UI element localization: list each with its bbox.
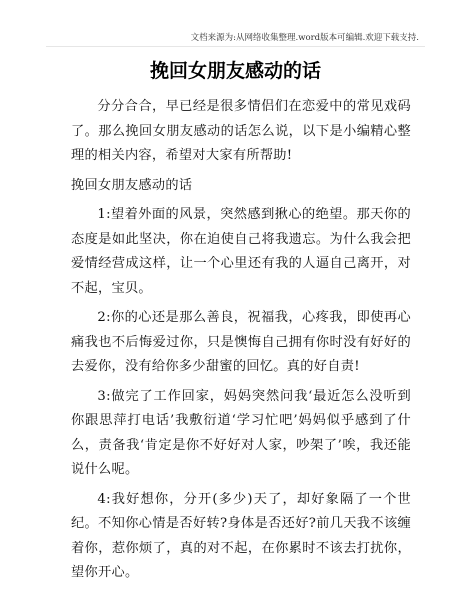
document-title: 挽回女朋友感动的话 [149, 60, 321, 82]
header-divider [46, 46, 425, 47]
intro-paragraph: 分分合合，早已经是很多情侣们在恋爱中的常见戏码了。那么挽回女朋友感动的话怎么说，以下是小编精心整理的相关内容，希望对大家有所帮助! [71, 99, 411, 163]
list-item-4: 4:我好想你，分开(多少)天了，却好象隔了一个世纪。不知你心情是否好转?身体是否还好?前几天我不该缠着你，惹你烦了，真的对不起，在你累时不该去打扰你，望你开心。 [71, 491, 411, 580]
section-heading: 挽回女朋友感动的话 [71, 177, 193, 193]
header-note: 文档来源为:从网络收集整理.word版本可编辑.欢迎下载支持. [190, 33, 419, 43]
list-item-1: 1:望着外面的风景，突然感到揪心的绝望。那天你的态度是如此坚决，你在迫使自己将我遗忘。为什么我会把爱情经营成这样，让一个心里还有我的人逼自己离开，对不起，宝贝。 [71, 207, 411, 296]
list-item-2: 2:你的心还是那么善良，祝福我，心疼我，即使再心痛我也不后悔爱过你，只是懊悔自己拥有你时没有好好的去爱你，没有给你多少甜蜜的回忆。真的好自责! [71, 310, 411, 374]
list-item-3: 3:做完了工作回家，妈妈突然问我‘最近怎么没听到你跟思萍打电话’我敷衍道‘学习忙吧’妈妈似乎感到了什么，责备我‘肯定是你不好好对人家，吵架了’唉，我还能说什么呢。 [71, 388, 411, 477]
document-body [71, 95, 411, 591]
